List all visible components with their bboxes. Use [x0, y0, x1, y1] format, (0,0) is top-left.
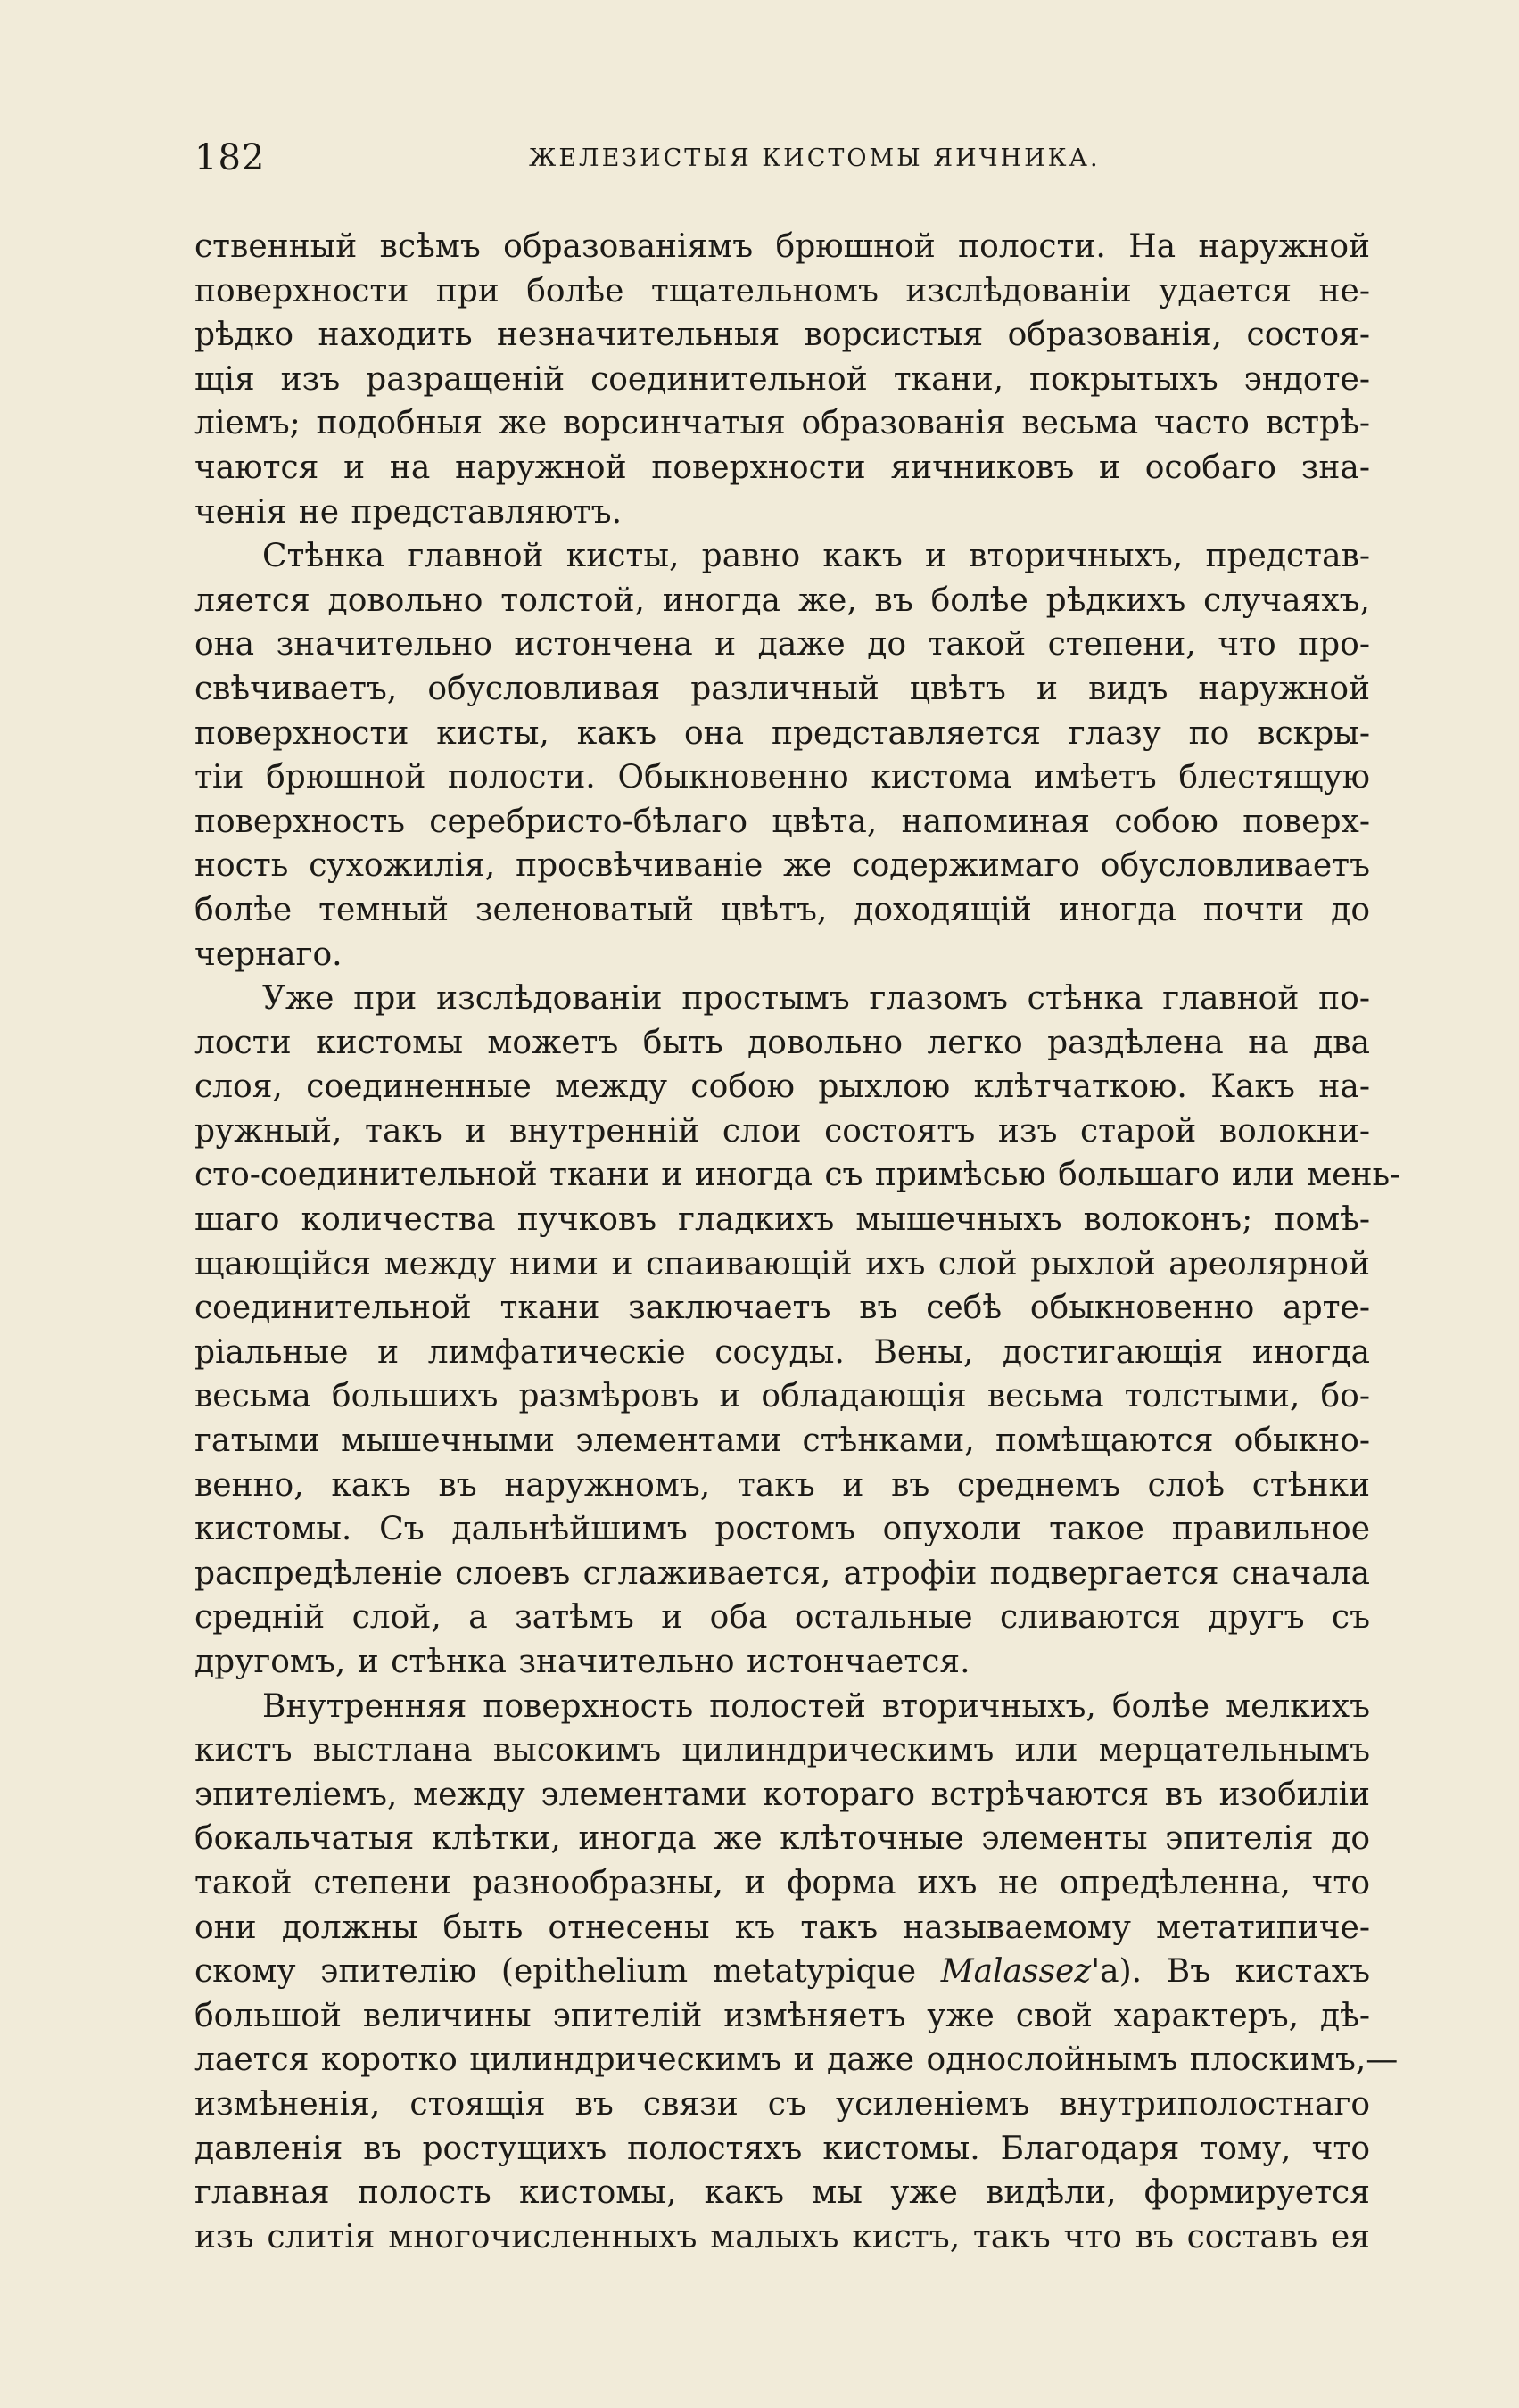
- paragraph-4: [194, 1685, 1399, 2260]
- running-head: [194, 136, 1372, 180]
- text-line: поверхности при болѣе тщательномъ изслѣдованіи удается не-: [194, 272, 1370, 309]
- text-line-with-author: [194, 1950, 1370, 1994]
- text-line: ственный всѣмъ образованіямъ брюшной полости. На наружной: [194, 228, 1370, 265]
- text-line: изъ слитія многочисленныхъ малыхъ кистъ, такъ что въ составъ ея: [194, 2218, 1370, 2255]
- text-line: гатыми мышечными элементами стѣнками, помѣщаются обыкно-: [194, 1423, 1370, 1460]
- author-name: Malassez: [940, 1953, 1092, 1991]
- text-line: эпителіемъ, между элементами котораго встрѣчаются въ изобиліи: [194, 1776, 1370, 1813]
- text-line: ріальные и лимфатическіе сосуды. Вены, достигающія иногда: [194, 1333, 1370, 1371]
- body-text: [194, 225, 1401, 2259]
- text-line: свѣчиваетъ, обусловливая различный цвѣтъ и видъ наружной: [194, 670, 1370, 707]
- text-line: ляется довольно толстой, иногда же, въ болѣе рѣдкихъ случаяхъ,: [194, 581, 1370, 619]
- text-line: слоя, соединенные между собою рыхлою клѣтчаткою. Какъ на-: [194, 1068, 1370, 1106]
- text-line: поверхности кисты, какъ она представляется глазу по вскры-: [194, 714, 1370, 752]
- text-line: сто-соединительной ткани и иногда съ примѣсью большаго или мень-: [194, 1157, 1401, 1194]
- text-line: ченія не представляютъ.: [194, 493, 623, 531]
- text-line: бокальчатыя клѣтки, иногда же клѣточные элементы эпителія до: [194, 1820, 1370, 1858]
- text-line: измѣненія, стоящія въ связи съ усиленіемъ внутриполостнаго: [194, 2085, 1370, 2123]
- text-line: ность сухожилія, просвѣчиваніе же содержимаго обусловливаетъ: [194, 847, 1370, 885]
- text-segment: скому эпителію (epithelium metatypique: [194, 1953, 941, 1991]
- text-line: болѣе темный зеленоватый цвѣтъ, доходящій иногда почти до: [194, 891, 1370, 928]
- text-line: щающійся между ними и спаивающій ихъ слой рыхлой ареолярной: [194, 1245, 1370, 1282]
- text-line: лается коротко цилиндрическимъ и даже однослойнымъ плоскимъ,—: [194, 2041, 1399, 2079]
- text-line: щія изъ разращеній соединительной ткани, покрытыхъ эндоте-: [194, 360, 1370, 398]
- page-number: 182: [194, 137, 266, 178]
- text-line: соединительной ткани заключаетъ въ себѣ обыкновенно арте-: [194, 1290, 1370, 1327]
- text-line: ружный, такъ и внутренній слои состоятъ изъ старой волокни-: [194, 1112, 1370, 1150]
- text-line: Уже при изслѣдованіи простымъ глазомъ стѣнка главной по-: [262, 980, 1370, 1018]
- text-line: чаются и на наружной поверхности яичниковъ и особаго зна-: [194, 449, 1370, 486]
- text-line: кистомы. Съ дальнѣйшимъ ростомъ опухоли такое правильное: [194, 1511, 1370, 1548]
- text-line: они должны быть отнесены къ такъ называемому метатипиче-: [194, 1909, 1370, 1946]
- text-line: давленія въ ростущихъ полостяхъ кистомы. Благодаря тому, что: [194, 2130, 1370, 2167]
- text-line: кистъ выстлана высокимъ цилиндрическимъ или мерцательнымъ: [194, 1732, 1370, 1769]
- text-line: распредѣленіе слоевъ сглаживается, атрофіи подвергается сначала: [194, 1554, 1370, 1592]
- text-line: средній слой, а затѣмъ и оба остальные сливаются другъ съ: [194, 1599, 1370, 1637]
- text-line: большой величины эпителій измѣняетъ уже свой характеръ, дѣ-: [194, 1997, 1370, 2034]
- text-line: шаго количества пучковъ гладкихъ мышечныхъ волоконъ; помѣ-: [194, 1201, 1370, 1239]
- text-line: рѣдко находить незначительныя ворсистыя образованія, состоя-: [194, 317, 1370, 354]
- text-line: чернаго.: [194, 936, 343, 973]
- text-line: венно, какъ въ наружномъ, такъ и въ среднемъ слоѣ стѣнки: [194, 1466, 1370, 1504]
- text-line: весьма большихъ размѣровъ и обладающія весьма толстыми, бо-: [194, 1378, 1370, 1415]
- paragraph-3: [194, 977, 1401, 1685]
- text-line: другомъ, и стѣнка значительно истончается.: [194, 1644, 970, 1680]
- text-line: она значительно истончена и даже до такой степени, что про-: [194, 626, 1370, 664]
- text-line: Стѣнка главной кисты, равно какъ и вторичныхъ, представ-: [262, 538, 1370, 575]
- paragraph-2: [194, 534, 1370, 977]
- text-line: поверхность серебристо-бѣлаго цвѣта, напоминая собою поверх-: [194, 803, 1370, 840]
- text-line: ліемъ; подобныя же ворсинчатыя образованія весьма часто встрѣ-: [194, 405, 1370, 442]
- text-line: тіи брюшной полости. Обыкновенно кистома имѣетъ блестящую: [194, 759, 1370, 796]
- running-title: ЖЕЛЕЗИСТЫЯ КИСТОМЫ ЯИЧНИКА.: [529, 144, 1101, 172]
- text-line: главная полость кистомы, какъ мы уже видѣли, формируется: [194, 2174, 1370, 2212]
- text-line: такой степени разнообразны, и форма ихъ не опредѣленна, что: [194, 1864, 1370, 1901]
- text-line: Внутренняя поверхность полостей вторичныхъ, болѣе мелкихъ: [262, 1687, 1370, 1725]
- text-line: лости кистомы можетъ быть довольно легко раздѣлена на два: [194, 1024, 1370, 1061]
- text-segment: 'а). Въ кистахъ: [1091, 1953, 1371, 1991]
- paragraph-1: [194, 225, 1370, 534]
